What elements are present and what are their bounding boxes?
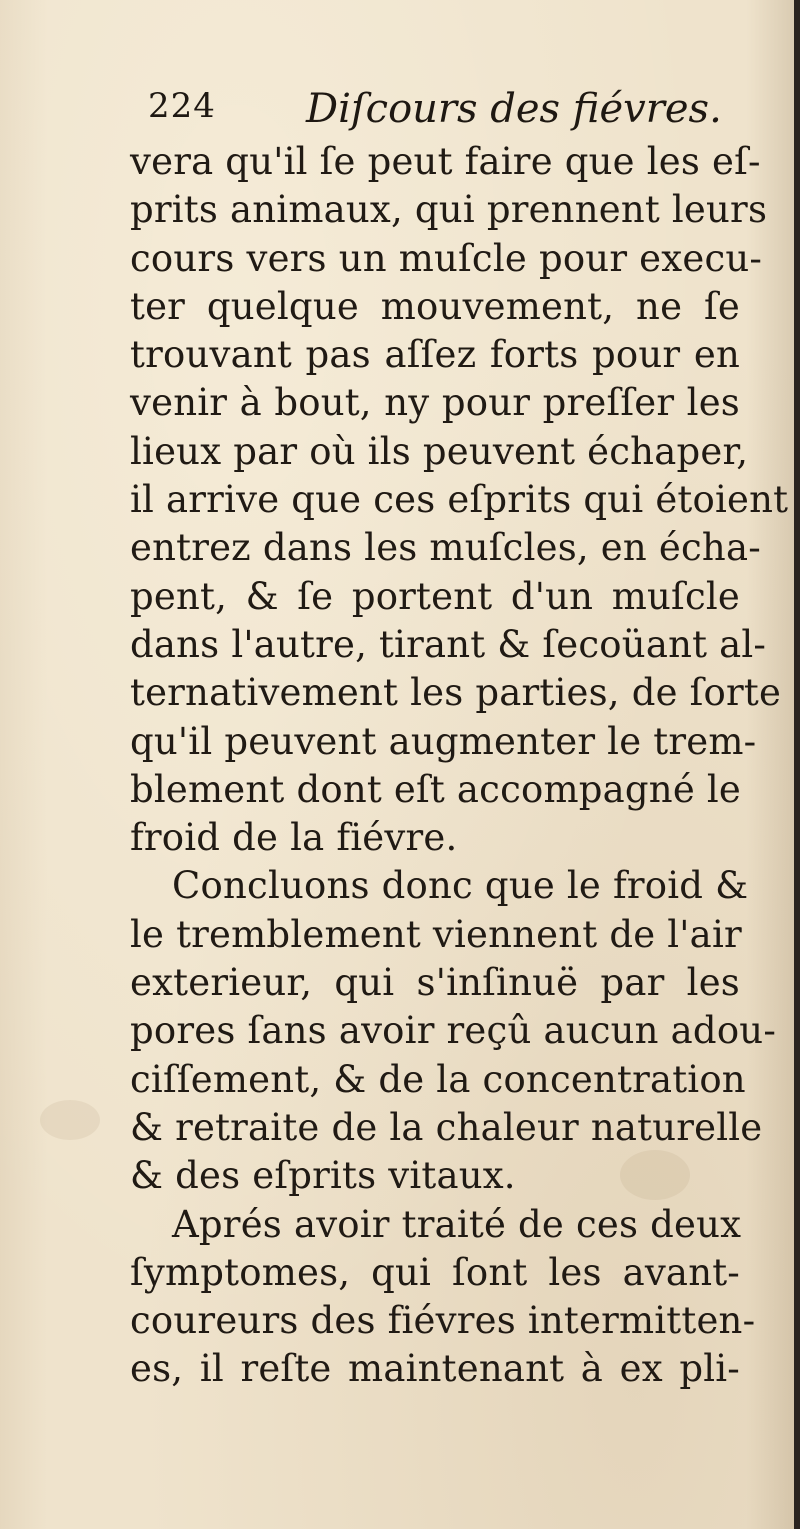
text-line: dans l'autre, tirant & ſecoüant al- — [130, 622, 767, 666]
text-line: cours vers un muſcle pour execu- — [130, 236, 763, 280]
page-stain — [40, 1100, 100, 1140]
page-header — [148, 86, 748, 136]
text-line: ter quelque mouvement, ne ſe — [130, 284, 740, 328]
text-line: exterieur, qui s'inſinuë par les — [130, 961, 740, 1005]
text-line: venir à bout, ny pour preſſer les — [130, 381, 740, 425]
text-line: blement dont eſt accompagné le — [130, 767, 742, 811]
text-line: & retraite de la chaleur naturelle — [130, 1105, 763, 1149]
page-edge — [794, 0, 800, 1529]
text-line: vera qu'il ſe peut faire que les eſ- — [130, 140, 761, 183]
text-line: pent, & ſe portent d'un muſcle — [130, 574, 740, 618]
body-text — [130, 138, 789, 1394]
running-title: Diſcours des fiévres. — [306, 86, 722, 132]
text-line: trouvant pas aſſez forts pour en — [130, 333, 740, 377]
text-line: entrez dans les muſcles, en écha- — [130, 526, 761, 570]
text-line: lieux par où ils peuvent échaper, — [130, 429, 749, 473]
page-number: 224 — [148, 86, 216, 126]
text-line: ſymptomes, qui ſont les avant- — [130, 1250, 740, 1294]
text-line: coureurs des fiévres intermitten- — [130, 1299, 756, 1343]
text-line: es, il reſte maintenant à ex pli- — [130, 1347, 740, 1391]
text-line: pores ſans avoir reçû aucun adou- — [130, 1009, 777, 1053]
text-line: le tremblement viennent de l'air — [130, 912, 742, 956]
text-line: ciſſement, & de la concentration — [130, 1057, 746, 1101]
text-line: ternativement les parties, de ſorte — [130, 671, 782, 715]
text-line: & des eſprits vitaux. — [130, 1154, 516, 1198]
text-line: qu'il peuvent augmenter le trem- — [130, 719, 757, 763]
text-line: prits animaux, qui prennent leurs — [130, 188, 768, 232]
text-line: froid de la fiévre. — [130, 816, 458, 860]
text-line: Concluons donc que le froid & — [172, 864, 749, 908]
text-line: Aprés avoir traité de ces deux — [172, 1202, 742, 1246]
text-line: il arrive que ces eſprits qui étoient — [130, 478, 789, 522]
